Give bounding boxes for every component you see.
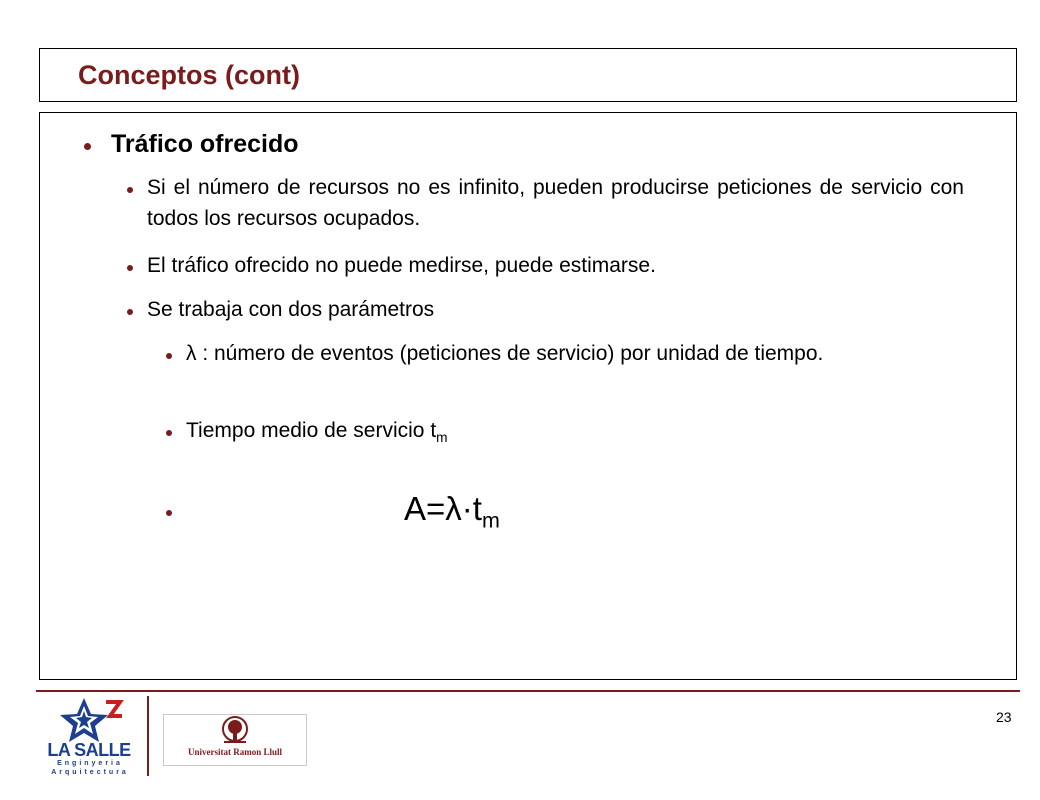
list-item-lambda: [186, 338, 964, 369]
footer-divider: [36, 690, 1020, 692]
list-item: El tráfico ofrecido no puede medirse, puede estimarse.: [147, 254, 656, 277]
tiempo-text: Tiempo medio de servicio t: [186, 419, 437, 442]
formula: [404, 490, 500, 533]
lasalle-subtitle-2: Arquitectura: [51, 769, 129, 776]
formula-main: A=λ·t: [404, 490, 482, 527]
tree-icon: [164, 715, 306, 749]
logo-separator: [147, 696, 149, 776]
url-wordmark: Universitat Ramon Llull: [187, 747, 282, 757]
formula-subscript: m: [481, 508, 500, 533]
lasalle-wordmark: LA SALLE: [47, 740, 131, 760]
lasalle-logo: [46, 694, 138, 780]
bullet-dot-icon: [127, 265, 133, 271]
bullet-dot-icon: [166, 430, 172, 436]
bullet-dot-icon: [84, 143, 91, 150]
section-heading: Tráfico ofrecido: [111, 130, 299, 158]
lambda-description: : número de eventos (peticiones de servicio) por unidad de tiempo.: [196, 342, 824, 365]
bullet-dot-icon: [127, 187, 133, 193]
list-item-tiempo: [186, 415, 448, 446]
bullet-dot-icon: [166, 510, 172, 516]
lasalle-subtitle-1: Enginyeria: [57, 760, 123, 767]
star-icon: [46, 694, 138, 744]
tiempo-subscript: m: [436, 429, 448, 445]
slide-title: Conceptos (cont): [78, 60, 300, 90]
list-item: Si el número de recursos no es infinito, pueden producirse peticiones de servicio con todos los recursos ocupados.: [147, 176, 964, 230]
lambda-symbol: λ: [186, 342, 197, 365]
page-number: 23: [996, 709, 1012, 725]
bullet-dot-icon: [166, 353, 172, 359]
url-logo: [163, 714, 307, 766]
title-frame: [39, 48, 1017, 102]
list-item: Se trabaja con dos parámetros: [147, 298, 435, 321]
bullet-dot-icon: [127, 309, 133, 315]
